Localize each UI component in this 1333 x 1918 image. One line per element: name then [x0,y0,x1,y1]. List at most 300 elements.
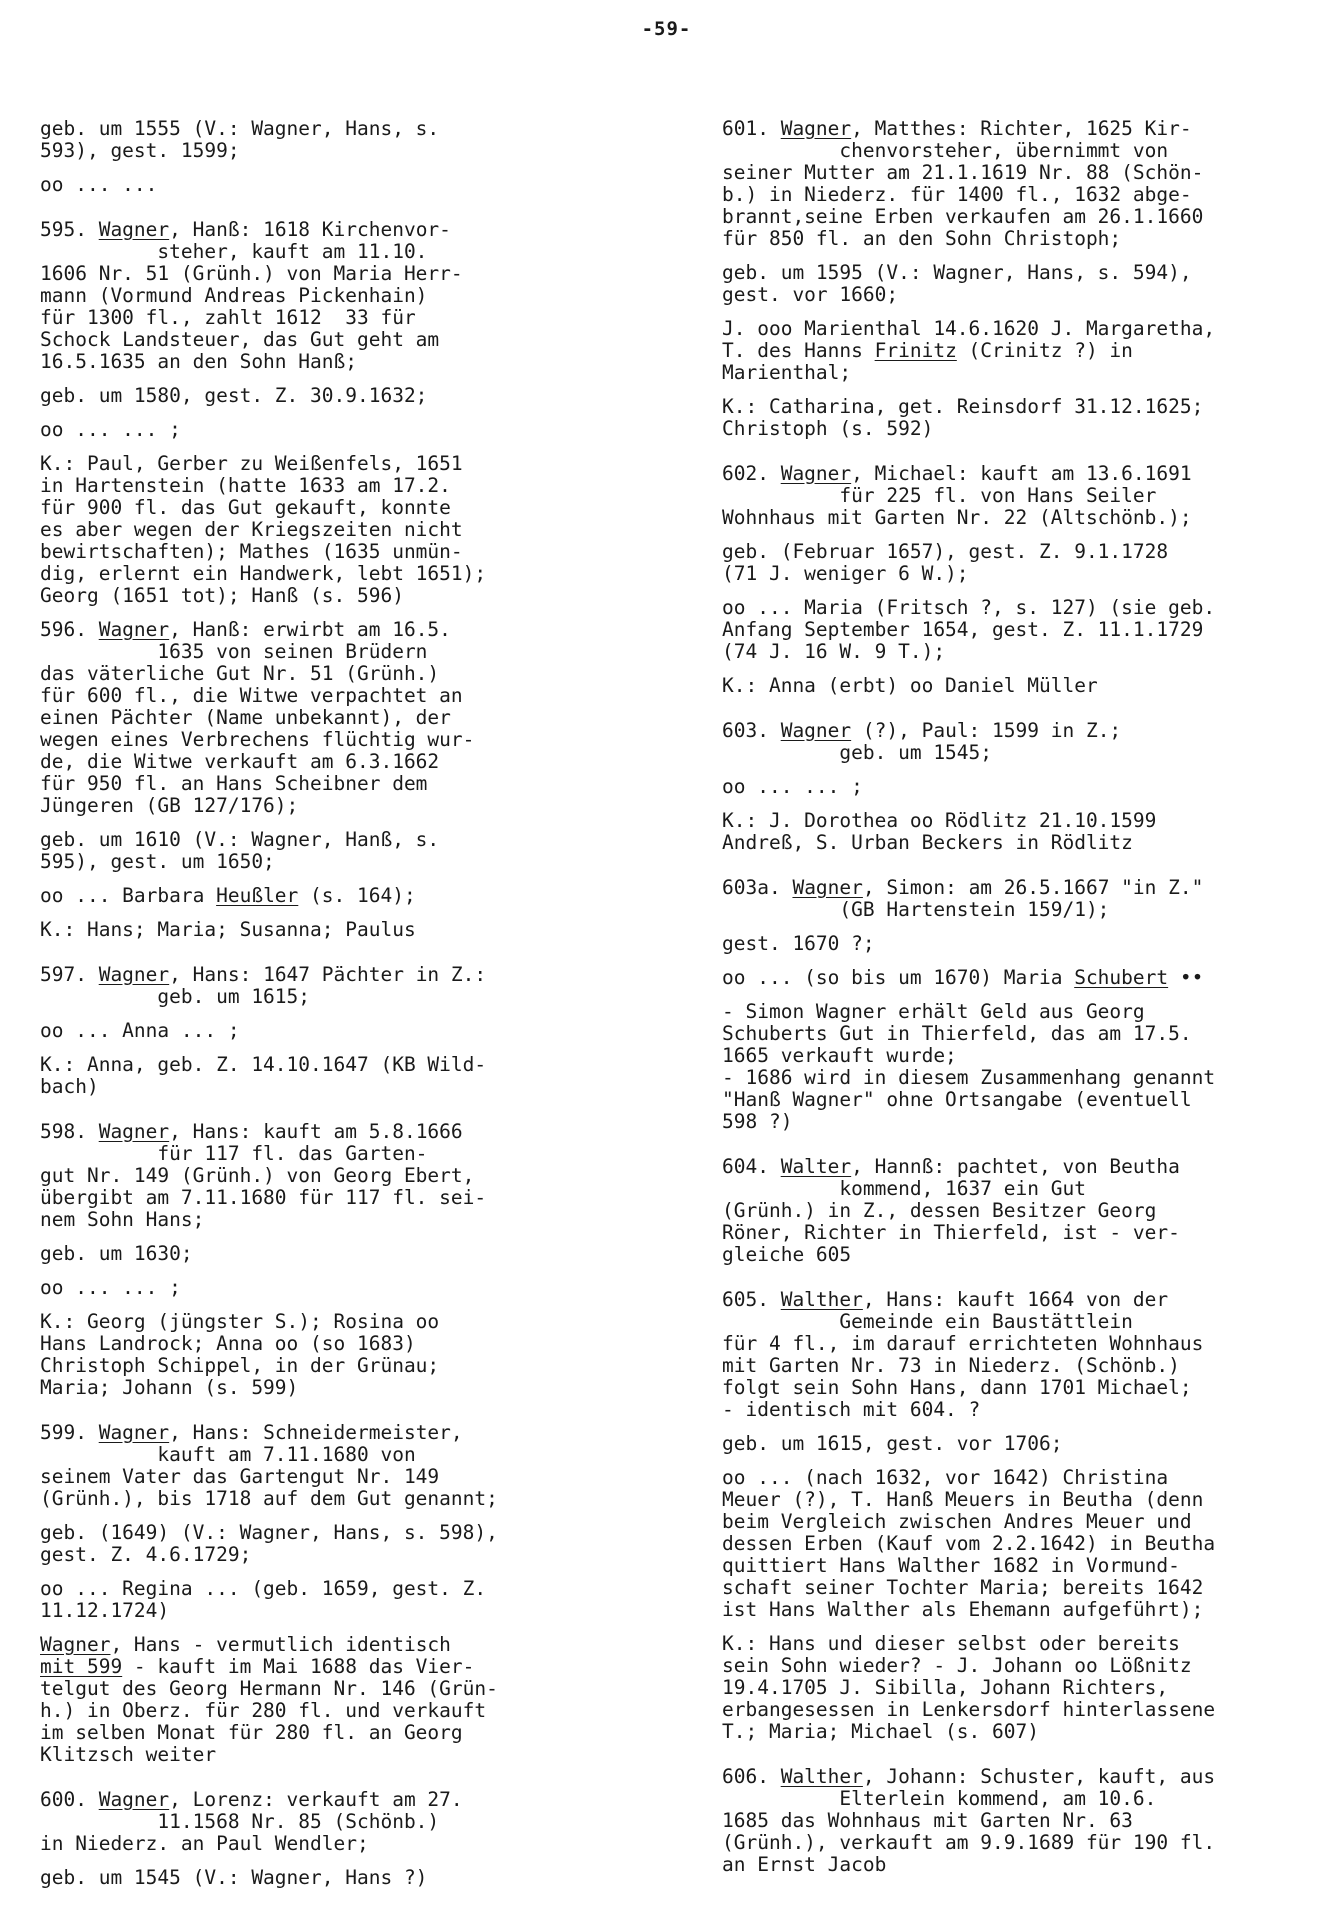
entry-line [40,707,620,729]
underlined-name: Wagner [780,117,852,140]
entry-line [40,118,620,140]
text-segment: , Hannß: pachtet, von Beutha [851,1155,1180,1178]
text-segment: Maria; Johann (s. 599) [40,1376,299,1399]
entry-line [722,228,1322,250]
text-segment: geb. um 1610 (V.: Wagner, Hanß, s. [40,828,440,851]
entry-line [40,307,620,329]
text-segment: kauft am 7.11.1680 von [40,1443,416,1466]
text-segment: wegen eines Verbrechens flüchtig wur- [40,728,475,751]
text-segment: beim Vergleich zwischen Andres Meuer und [722,1510,1192,1533]
entry [40,1634,620,1766]
entry-line [40,1143,620,1165]
text-segment: gest. Z. 4.6.1729; [40,1543,252,1566]
text-segment: geb. um 1615; [40,985,311,1008]
underlined-name: Schubert [1074,966,1169,989]
text-segment: , Michael: kauft am 13.6.1691 [851,462,1192,485]
entry-line [722,1244,1322,1266]
underlined-name: Wagner [40,1633,111,1656]
text-segment: 19.4.1705 J. Sibilla, Johann Richters, [722,1676,1169,1699]
entry-line [40,1422,620,1444]
text-segment: mit Garten Nr. 73 in Niederz. (Schönb.) [722,1354,1180,1377]
entry-line [40,174,620,196]
entry-line [40,773,620,795]
underlined-name: mit 599 [40,1655,123,1678]
text-segment: oo ... ... ; [40,1276,181,1299]
text-segment: folgt sein Sohn Hans, dann 1701 Michael; [722,1376,1192,1399]
text-segment: Anfang September 1654, gest. Z. 11.1.1729 [722,618,1204,641]
entry-line [722,810,1322,832]
entry [40,829,620,873]
entry-line [722,1333,1322,1355]
entry-line [40,1020,620,1042]
entry-line [40,453,620,475]
text-segment: für 4 fl., im darauf errichteten Wohnhaus [722,1332,1204,1355]
underlined-name: Wagner [98,1421,170,1444]
entry [40,1020,620,1042]
text-segment: dessen Erben (Kauf vom 2.2.1642) in Beutha [722,1532,1216,1555]
underlined-name: Wagner [98,963,170,986]
entry [722,541,1322,585]
entry-line [722,1633,1322,1655]
text-segment: - identisch mit 604. ? [722,1398,981,1421]
text-segment: (Grünh.), verkauft am 9.9.1689 für 190 fl. [722,1831,1216,1854]
entry-line [40,1076,620,1098]
entry-line [722,1533,1322,1555]
entry-line [40,751,620,773]
entry-line [40,1243,620,1265]
entry-line [722,1555,1322,1577]
entry-line [722,597,1322,619]
entry-line [722,1399,1322,1421]
entry [722,1156,1322,1266]
text-segment: 602. [722,462,781,485]
entry-line [40,585,620,607]
underlined-name: Wagner [98,1120,170,1143]
entry-line [722,899,1322,921]
entry-line [722,776,1322,798]
text-segment: 599. [40,1421,99,1444]
text-segment: oo ... ... [40,173,158,196]
text-segment: mann (Vormund Andreas Pickenhain) [40,284,428,307]
entry-line [722,140,1322,162]
entry-line [722,1810,1322,1832]
entry-line [722,742,1322,764]
text-segment: Hans Landrock; Anna oo (so 1683) [40,1332,416,1355]
entry-line [40,1444,620,1466]
text-segment: gest. 1670 ?; [722,932,875,955]
text-segment: geb. um 1595 (V.: Wagner, Hans, s. 594), [722,261,1192,284]
text-segment: schaft seiner Tochter Maria; bereits 1642 [722,1576,1204,1599]
entry-line [40,829,620,851]
text-segment: Meuer (?), T. Hanß Meuers in Beutha (denn [722,1488,1204,1511]
text-segment: einen Pächter (Name unbekannt), der [40,706,451,729]
text-segment: 603. [722,719,781,742]
text-segment: Jüngeren (GB 127/176); [40,794,299,817]
entry-line [40,541,620,563]
entry [722,463,1322,529]
text-segment: , Hanß: erwirbt am 16.5. [169,618,451,641]
entry-line [40,1054,620,1076]
entry [40,1867,620,1889]
text-segment: 11.12.1724) [40,1599,170,1622]
text-segment: T. des Hanns [722,339,875,362]
entry [722,396,1322,440]
text-segment: für 950 fl. an Hans Scheibner dem [40,772,428,795]
entry-line [40,519,620,541]
entry-line [40,1833,620,1855]
text-segment: oo ... Barbara [40,884,217,907]
text-segment: gleiche 605 [722,1243,852,1266]
entry-line [722,1200,1322,1222]
text-segment: seiner Mutter am 21.1.1619 Nr. 88 (Schön- [722,161,1204,184]
entry-line [722,1699,1322,1721]
entry-line [40,1656,620,1678]
entry [40,1311,620,1399]
underlined-name: Heußler [216,884,299,907]
text-segment: (s. 164); [298,884,416,907]
text-segment: geb. (1649) (V.: Wagner, Hans, s. 598), [40,1521,498,1544]
text-segment: , Hans: kauft am 5.8.1666 [169,1120,463,1143]
text-segment: in Hartenstein (hatte 1633 am 17.2. [40,474,451,497]
text-segment: nem Sohn Hans; [40,1208,205,1231]
entry-line [40,1121,620,1143]
entry-line [40,351,620,373]
text-segment: J. ooo Marienthal 14.6.1620 J. Margaretha, [722,317,1216,340]
entry-line [40,563,620,585]
text-segment: (71 J. weniger 6 W.); [722,562,969,585]
text-segment: sein Sohn wieder? - J. Johann oo Lößnitz [722,1654,1192,1677]
text-segment: 603a. [722,876,793,899]
text-segment: (Grünh.) in Z., dessen Besitzer Georg [722,1199,1157,1222]
entry-line [40,663,620,685]
entry-line [722,1832,1322,1854]
text-segment: (Grünh.), bis 1718 auf dem Gut genannt; [40,1487,498,1510]
text-segment: oo ... Maria (Fritsch ?, s. 127) (sie geb. [722,596,1216,619]
entry-line [722,1721,1322,1743]
text-segment: Elterlein kommend, am 10.6. [722,1787,1157,1810]
text-segment: geb. um 1615, gest. vor 1706; [722,1432,1063,1455]
text-segment: Klitzsch weiter [40,1743,217,1766]
entry [722,810,1322,854]
entry-line [722,541,1322,563]
text-segment: 593), gest. 1599; [40,139,240,162]
text-segment: 11.1568 Nr. 85 (Schönb.) [40,1810,440,1833]
text-segment: Röner, Richter in Thierfeld, ist - ver- [722,1221,1180,1244]
text-segment: kommend, 1637 ein Gut [722,1177,1086,1200]
entry-line [40,285,620,307]
entry-line [722,619,1322,641]
text-segment: oo ... (so bis um 1670) Maria [722,966,1075,989]
entry-line [722,362,1322,384]
text-segment: h.) in Oberz. für 280 fl. und verkauft [40,1699,487,1722]
entry-line [40,1466,620,1488]
text-segment: Christoph (s. 592) [722,417,934,440]
text-segment: dig, erlernt ein Handwerk, lebt 1651); [40,562,487,585]
entry-line [722,418,1322,440]
text-segment: für 225 fl. von Hans Seiler [722,484,1157,507]
text-segment: oo ... (nach 1632, vor 1642) Christina [722,1466,1169,1489]
text-segment: gest. vor 1660; [722,283,899,306]
text-segment: , Lorenz: verkauft am 27. [169,1788,463,1811]
entry-line [722,396,1322,418]
entry-line [40,1277,620,1299]
text-segment: 604. [722,1155,781,1178]
entry-line [40,1744,620,1766]
text-segment: , Hans: Schneidermeister, [169,1421,463,1444]
entry-line [40,1578,620,1600]
entry-line [722,675,1322,697]
text-segment: 598 ?) [722,1110,793,1133]
text-segment: 598. [40,1120,99,1143]
text-segment: chenvorsteher, übernimmt von [722,139,1169,162]
text-segment: Schock Landsteuer, das Gut geht am [40,328,440,351]
text-segment: T.; Maria; Michael (s. 607) [722,1720,1039,1743]
entry-line [40,1209,620,1231]
text-segment: (?), Paul: 1599 in Z.; [851,719,1122,742]
entry-line [722,340,1322,362]
text-segment: Christoph Schippel, in der Grünau; [40,1354,440,1377]
text-segment: geb. um 1545; [722,741,993,764]
text-segment: •• [1168,966,1204,989]
entry-line [722,1045,1322,1067]
entry-line [722,184,1322,206]
entry [40,118,620,162]
entry-line [40,851,620,873]
right-column [722,118,1322,1888]
entry-line [722,877,1322,899]
text-segment: (Crinitz ?) in [956,339,1133,362]
entry [40,919,620,941]
entry-line [40,1544,620,1566]
text-segment: K.: Hans; Maria; Susanna; Paulus [40,918,416,941]
entry-line [40,919,620,941]
text-segment: K.: Catharina, get. Reinsdorf 31.12.1625; [722,395,1204,418]
entry-line [40,1600,620,1622]
entry-line [40,329,620,351]
text-segment: 597. [40,963,99,986]
text-segment: Marienthal; [722,361,852,384]
entry-line [40,1377,620,1399]
text-segment: das väterliche Gut Nr. 51 (Grünh.) [40,662,440,685]
left-column [40,118,620,1901]
entry [722,1433,1322,1455]
entry-line [722,1001,1322,1023]
underlined-name: Wagner [98,618,170,641]
text-segment: oo ... Anna ... ; [40,1019,240,1042]
text-segment: geb. um 1630; [40,1242,193,1265]
text-segment: K.: Hans und dieser selbst oder bereits [722,1632,1180,1655]
entry-line [722,1433,1322,1455]
entry [722,1001,1322,1133]
text-segment: gut Nr. 149 (Grünh.) von Georg Ebert, [40,1164,475,1187]
underlined-name: Walther [780,1288,863,1311]
entry-line [722,1489,1322,1511]
entry-line [40,1355,620,1377]
text-segment: geb. um 1580, gest. Z. 30.9.1632; [40,384,428,407]
entry [40,1522,620,1566]
underlined-name: Wagner [792,876,863,899]
entry-line [40,1311,620,1333]
text-segment: Schuberts Gut in Thierfeld, das am 17.5. [722,1022,1192,1045]
page-number: -59- [641,18,692,40]
entry-line [40,1488,620,1510]
text-segment: , Hans: 1647 Pächter in Z.: [169,963,487,986]
entry-line [722,162,1322,184]
text-segment: (74 J. 16 W. 9 T.); [722,640,946,663]
entry [40,1578,620,1622]
entry-line [722,1178,1322,1200]
text-segment: Wohnhaus mit Garten Nr. 22 (Altschönb.); [722,506,1192,529]
text-segment: K.: Paul, Gerber zu Weißenfels, 1651 [40,452,463,475]
entry-line [40,986,620,1008]
entry-line [722,1311,1322,1333]
text-segment: Georg (1651 tot); Hanß (s. 596) [40,584,404,607]
entry [722,967,1322,989]
text-segment: oo ... ... ; [722,775,863,798]
text-segment: 600. [40,1788,99,1811]
entry-line [40,795,620,817]
entry [722,1633,1322,1743]
entry [40,1277,620,1299]
entry-line [722,262,1322,284]
entry-line [40,263,620,285]
underlined-name: Walter [780,1155,852,1178]
text-segment: 601. [722,117,781,140]
text-segment: K.: J. Dorothea oo Rödlitz 21.10.1599 [722,809,1157,832]
entry-line [722,1156,1322,1178]
entry-line [722,1854,1322,1876]
entry-line [40,1165,620,1187]
entry-line [722,1467,1322,1489]
text-segment: "Hanß Wagner" ohne Ortsangabe (eventuell [722,1088,1192,1111]
text-segment: in Niederz. an Paul Wendler; [40,1832,369,1855]
entry-line [722,720,1322,742]
entry-line [40,497,620,519]
text-segment: - 1686 wird in diesem Zusammenhang genannt [722,1066,1216,1089]
entry-line [722,1023,1322,1045]
entry [722,776,1322,798]
text-segment: Gemeinde ein Baustättlein [722,1310,1133,1333]
text-segment: , Hans: kauft 1664 von der [862,1288,1169,1311]
entry-line [40,641,620,663]
entry-line [722,563,1322,585]
text-segment: an Ernst Jacob [722,1853,887,1876]
text-segment: Andreß, S. Urban Beckers in Rödlitz [722,831,1133,854]
entry [40,219,620,373]
entry-line [40,419,620,441]
text-segment: bach) [40,1075,99,1098]
text-segment: , Hans - vermutlich identisch [110,1633,451,1656]
text-segment: , Hanß: 1618 Kirchenvor- [169,218,451,241]
entry-line [40,1678,620,1700]
entry [722,1766,1322,1876]
text-segment: K.: Georg (jüngster S.); Rosina oo [40,1310,440,1333]
text-segment: es aber wegen der Kriegszeiten nicht [40,518,463,541]
entry-line [40,619,620,641]
entry-line [722,1089,1322,1111]
underlined-name: Wagner [98,1788,170,1811]
entry-line [40,1811,620,1833]
entry [40,1789,620,1855]
entry [722,262,1322,306]
text-segment: für 117 fl. das Garten- [40,1142,428,1165]
entry-line [722,318,1322,340]
entry-line [40,219,620,241]
text-segment: seinem Vater das Gartengut Nr. 149 [40,1465,440,1488]
entry [722,1289,1322,1421]
entry-line [722,1788,1322,1810]
entry [722,720,1322,764]
text-segment: für 850 fl. an den Sohn Christoph; [722,227,1122,250]
underlined-name: Wagner [780,719,852,742]
text-segment: oo ... Regina ... (geb. 1659, gest. Z. [40,1577,487,1600]
entry-line [40,1789,620,1811]
text-segment: - kauft im Mai 1688 das Vier- [122,1655,475,1678]
text-segment: 595. [40,218,99,241]
text-segment: erbangesessen in Lenkersdorf hinterlassene [722,1698,1216,1721]
entry-line [40,1187,620,1209]
underlined-name: Walther [780,1765,863,1788]
entry-line [722,1577,1322,1599]
entry-line [722,463,1322,485]
entry-line [40,1634,620,1656]
entry [40,1054,620,1098]
entry-line [722,1677,1322,1699]
text-segment: geb. (Februar 1657), gest. Z. 9.1.1728 [722,540,1169,563]
text-segment: 1685 das Wohnhaus mit Garten Nr. 63 [722,1809,1133,1832]
entry [40,453,620,607]
entry-line [40,475,620,497]
entry [40,885,620,907]
text-segment: (GB Hartenstein 159/1); [722,898,1110,921]
entry-line [40,885,620,907]
entry-line [722,485,1322,507]
entry-line [722,641,1322,663]
entry-line [722,284,1322,306]
underlined-name: Frinitz [874,339,957,362]
text-segment: , Johann: Schuster, kauft, aus [862,1765,1216,1788]
entry [40,385,620,407]
entry-line [722,1067,1322,1089]
entry [40,1422,620,1510]
text-segment: ist Hans Walther als Ehemann aufgeführt); [722,1598,1204,1621]
underlined-name: Wagner [98,218,170,241]
entry-line [40,241,620,263]
text-segment: geb. um 1545 (V.: Wagner, Hans ?) [40,1866,428,1889]
text-segment: 1635 von seinen Brüdern [40,640,428,663]
entry-line [722,1289,1322,1311]
entry-line [722,1111,1322,1133]
entry-line [40,1722,620,1744]
text-segment: de, die Witwe verkauft am 6.3.1662 [40,750,440,773]
text-segment: K.: Anna (erbt) oo Daniel Müller [722,674,1098,697]
text-segment: im selben Monat für 280 fl. an Georg [40,1721,463,1744]
entry [722,597,1322,663]
entry-line [722,1599,1322,1621]
entry [40,1243,620,1265]
entry [40,619,620,817]
text-segment: übergibt am 7.11.1680 für 117 fl. sei- [40,1186,487,1209]
text-segment: für 900 fl. das Gut gekauft, konnte [40,496,451,519]
text-segment: 606. [722,1765,781,1788]
entry-line [722,1766,1322,1788]
text-segment: 16.5.1635 an den Sohn Hanß; [40,350,357,373]
text-segment: quittiert Hans Walther 1682 in Vormund- [722,1554,1180,1577]
entry-line [40,964,620,986]
entry-line [40,1867,620,1889]
entry [40,1121,620,1231]
text-segment: 605. [722,1288,781,1311]
